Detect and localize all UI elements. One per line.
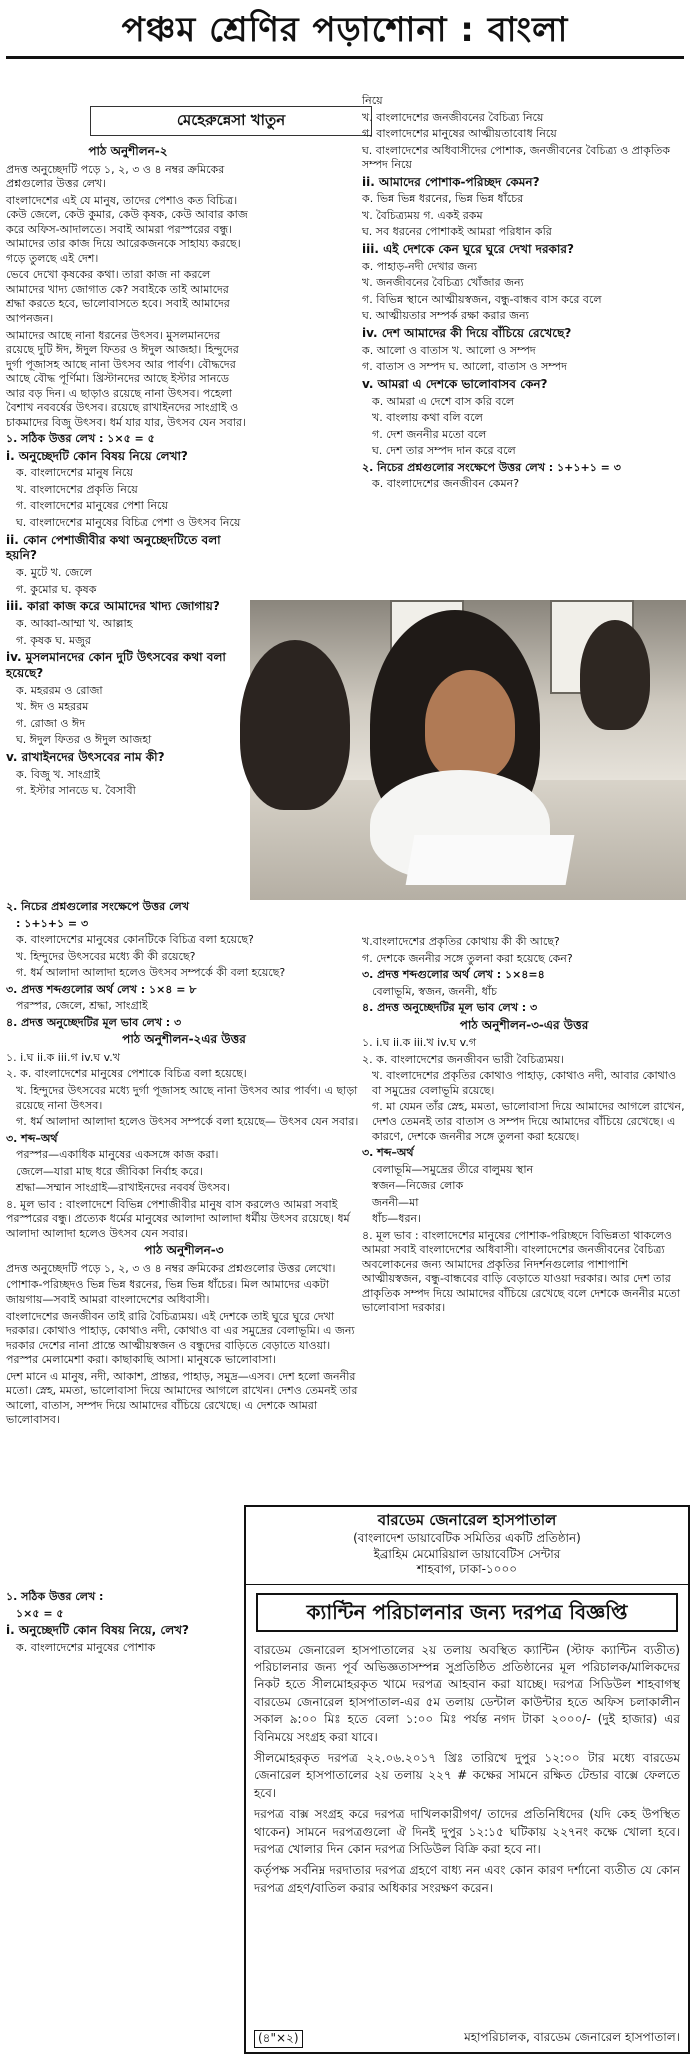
question: ii. আমাদের পোশাক-পরিচ্ছদ কেমন? xyxy=(362,174,540,189)
text-paragraph: বেলাভূমি—সমুদ্রের তীরে বালুময় স্থান xyxy=(372,1162,534,1176)
text-paragraph: গ. বাংলাদেশের মানুষের আত্মীয়তাবোধ নিয়ে xyxy=(362,127,557,141)
notice-paragraph: সীলমোহরকৃত দরপত্র ২২.০৬.২০১৭ খ্রিঃ তারিখে দুপুর ১২:০০ টার মধ্যে বারডেম জেনারেল হাসপাতালের ২য় তলায় ২২৭ # কক্ষের সামনে রক্ষিত টেন্ডার বাক্সে ফেলতে হবে। xyxy=(254,1751,680,1800)
text-paragraph: গ. কুমোর ঘ. কৃষক xyxy=(16,582,97,596)
text-paragraph: ক. ভিন্ন ভিন্ন ধরনের, ভিন্ন ভিন্ন ধাঁচের xyxy=(362,192,524,206)
text-paragraph: খ. বাংলাদেশের প্রকৃতির কোথাও পাহাড়, কোথাও নদী, আবার কোথাও বা সমুদ্রের বেলাভূমি রয়েছে। xyxy=(372,1069,677,1097)
text-paragraph: ১. i.ঘ ii.ক iii.গ iv.ঘ v.খ xyxy=(6,1050,121,1064)
text-paragraph: ৩. প্রদত্ত শব্দগুলোর অর্থ লেখ : ১×৪ = ৮ xyxy=(6,982,197,996)
right-column-lower xyxy=(362,935,686,1500)
text-paragraph: ঘ. বাংলাদেশের অধিবাসীদের পোশাক, জনজীবনের বৈচিত্র্য ও প্রাকৃতিক সম্পদ নিয়ে xyxy=(362,143,670,172)
org-center: ইব্রাহিম মেমোরিয়াল ডায়াবেটিস সেন্টার xyxy=(373,1546,561,1561)
text-paragraph: খ. বাংলাদেশের প্রকৃতি নিয়ে xyxy=(16,482,138,496)
text-paragraph: গ. ধর্ম আলাদা আলাদা হলেও উৎসব সম্পর্কে কী বলা হয়েছে? xyxy=(16,966,286,980)
text-paragraph: ঘ. ঈদুল ফিতর ও ঈদুল আজহা xyxy=(16,733,152,747)
text-paragraph: বাংলাদেশের জনজীবন তাই রারি বৈচিত্র্যময়। এই দেশকে তাই ঘুরে ঘুরে দেখা দরকার। কোথাও পাহাড়, কোথাও নদী, কোথাও বা এর সমুদ্রের বেলাভূমি। এ জন্য দরকার দেশের নানা প্রান্তে আত্মীয়স্বজন ও বন্ধুদের বাড়িতে বেড়াতে যাওয়া। পরস্পর মেলামেশা করা। কাছাকাছি আসা। মানুষকে ভালোবাসা। xyxy=(6,1309,355,1367)
text-paragraph: খ. বাংলাদেশের জনজীবনের বৈচিত্র্য নিয়ে xyxy=(362,110,544,124)
text-paragraph: ক. বিজু খ. সাংগ্রাই xyxy=(16,767,100,781)
text-paragraph: ভেবে দেখো কৃষকের কথা। তারা কাজ না করলে আমাদের খাদ্য জোগাত কে? সবাইকে তাই আমাদের শ্রদ্ধা করতে হবে, ভালোবাসতে হবে। সবাই আমাদের আপনজন। xyxy=(6,268,230,325)
section-heading: পাঠ অনুশীলন-৩ xyxy=(144,1243,224,1258)
notice-body xyxy=(246,1638,688,1905)
notice-paragraph: দরপত্র বাক্স সংগ্রহ করে দরপত্র দাখিলকারীগণ/ তাদের প্রতিনিধিদের (যদি কেহ উপস্থিত থাকেন) সামনে দরপত্রগুলো ঐ দিনই দুপুর ১২:১৫ ঘটিকায় ২২৭নং কক্ষে খোলা হবে। দরপত্র খোলার দিন কোন দরপত্র সিডিউল বিক্রি করা হবে না। xyxy=(254,1807,680,1856)
text-paragraph: ৪. মূল ভাব : বাংলাদেশে বিভিন্ন পেশাজীবীর মানুষ বাস করলেও আমরা সবাই পরস্পরের বন্ধু। প্রত্যেক ধর্মের মানুষের আলাদা আলাদা ধর্মীয় উৎসব রয়েছে। ধর্ম আলাদা আলাদা হলেও উৎসব যেন সবার। xyxy=(6,1197,350,1240)
question: iii. কারা কাজ করে আমাদের খাদ্য জোগায়? xyxy=(6,599,220,614)
text-paragraph: দেশ মানে এ মানুষ, নদী, আকাশ, প্রান্তর, পাহাড়, সমুদ্র—এসব। দেশ হলো জননীর মতো। স্নেহ, মমতা, ভালোবাসা দিয়ে আমাদের আগলে রাখেন। দেশও তেমনই তার আলো, বাতাস, সম্পদ দিয়ে আমাদের বাঁচিয়ে রেখেছে। এ দেশকে আমরা ভালোবাসব। xyxy=(6,1369,358,1427)
text-paragraph: গ. মা যেমন তাঁর স্নেহ, মমতা, ভালোবাসা দিয়ে আমাদের আগলে রাখেন, দেশও তেমনই তার বাতাস ও সম্পদ দিয়ে আমাদের বাঁচিয়ে রেখেছে। এ কারণে, দেশকে জননীর সঙ্গে তুলনা করা হয়েছে। xyxy=(372,1100,685,1143)
text-paragraph: খ. ঈদ ও মহররম xyxy=(16,700,89,714)
tender-notice xyxy=(244,1505,690,2054)
notice-title: ক্যান্টিন পরিচালনার জন্য দরপত্র বিজ্ঞপ্তি xyxy=(256,1593,678,1631)
text-paragraph: জেলে—যারা মাছ ধরে জীবিকা নির্বাহ করে। xyxy=(16,1164,203,1178)
notice-header xyxy=(246,1507,688,1585)
text-paragraph: ক. পাহাড়-নদী দেখার জন্য xyxy=(362,259,477,273)
text-paragraph: গ. ধর্ম আলাদা আলাদা হলেও উৎসব সম্পর্কে বলা হয়েছে— উৎসব যেন সবার। xyxy=(16,1115,359,1129)
text-paragraph: ৩. শব্দ–অর্থ xyxy=(6,1131,58,1145)
text-paragraph: ৩. প্রদত্ত শব্দগুলোর অর্থ লেখ : ১×৪=৪ xyxy=(362,968,545,982)
question: iv. মুসলমানদের কোন দুটি উৎসবের কথা বলা হয়েছে? xyxy=(6,650,226,680)
text-paragraph: বেলাভূমি, স্বজন, জননী, ধাঁচ xyxy=(372,984,497,998)
page-header xyxy=(6,4,684,59)
text-paragraph: ৪. প্রদত্ত অনুচ্ছেদটির মূল ভাব লেখ : ৩ xyxy=(6,1015,182,1029)
text-paragraph: ক. মুটে খ. জেলে xyxy=(16,566,92,580)
text-paragraph: ৪. প্রদত্ত অনুচ্ছেদটির মূল ভাব লেখ : ৩ xyxy=(362,1001,538,1015)
ad-size: (৪"×২) xyxy=(254,2030,303,2048)
text-paragraph: পোশাক-পরিচ্ছদও ভিন্ন ভিন্ন ধরনের, ভিন্ন ভিন্ন ধাঁচের। মিল আমাদের একটা জায়গায়—সবাই আমরা বাংলাদেশের অধিবাসী। xyxy=(6,1278,329,1306)
text-paragraph: ১. i.ঘ ii.ক iii.খ iv.ঘ v.গ xyxy=(362,1036,477,1050)
text-paragraph: গ. দেশকে জননীর সঙ্গে তুলনা করা হয়েছে কেন? xyxy=(362,951,573,965)
text-paragraph: শ্রদ্ধা—সম্মান সাংগ্রাই—রাখাইনদের নববর্ষ উৎসব। xyxy=(16,1181,231,1195)
text-paragraph: ক. বাংলাদেশের মানুষের কোনটিকে বিচিত্র বলা হয়েছে? xyxy=(16,933,254,947)
question: v. আমরা এ দেশকে ভালোবাসব কেন? xyxy=(362,376,548,391)
student-face xyxy=(425,670,515,780)
question: i. অনুচ্ছেদটি কোন বিষয় নিয়ে, লেখ? xyxy=(6,1623,189,1638)
text-paragraph: ৩. শব্দ–অর্থ xyxy=(362,1146,414,1160)
text-paragraph: ২. ক. বাংলাদেশের মানুষের পেশাকে বিচিত্র বলা হয়েছে। xyxy=(6,1067,247,1081)
text-paragraph: গ. ইস্টার সানডে ঘ. বৈসাবী xyxy=(16,784,136,798)
text-paragraph: স্বজন—নিজের লোক xyxy=(372,1179,464,1193)
text-paragraph: ঘ. আত্মীয়তার সম্পর্ক রক্ষা করার জন্য xyxy=(362,309,529,323)
text-paragraph: আমাদের আছে নানা ধরনের উৎসব। মুসলমানদের রয়েছে দুটি ঈদ, ঈদুল ফিতর ও ঈদুল আজহা। হিন্দুদের দুর্গা পূজাসহ আছে নানা উৎসব আর পার্বণ। বৌদ্ধদের আছে বৌদ্ধ পূর্ণিমা। খ্রিস্টানদের আছে ইস্টার সানডে আর বড় দিন। এ ছাড়াও রয়েছে নানা উৎসব। পহেলা বৈশাখ নববর্ষের উৎসব। রয়েছে রাখাইনদের সাংগ্রাই ও চাকমাদের বিজু উৎসব। ধর্ম যার যার, উৎসব যেন সবার। xyxy=(6,328,246,429)
exam-paper xyxy=(406,835,575,885)
bottom-column xyxy=(6,1590,244,2050)
org-affiliation: (বাংলাদেশ ডায়াবেটিক সমিতির একটি প্রতিষ্ঠান) xyxy=(353,1530,581,1545)
text-paragraph: ২. নিচের প্রশ্নগুলোর সংক্ষেপে উত্তর লেখ : ১+১+১ = ৩ xyxy=(362,460,621,474)
text-paragraph: জননী—মা xyxy=(372,1195,419,1209)
org-address: শাহবাগ, ঢাকা-১০০০ xyxy=(416,1562,518,1577)
text-paragraph: : ১+১+১ = ৩ xyxy=(16,916,89,930)
text-paragraph: গ. কৃষক ঘ. মজুর xyxy=(16,633,91,647)
text-paragraph: গ. রোজা ও ঈদ xyxy=(16,716,85,730)
question: v. রাখাইনদের উৎসবের নাম কী? xyxy=(6,749,165,764)
page-title: পঞ্চম শ্রেণির পড়াশোনা : বাংলা xyxy=(121,9,569,50)
text-paragraph: ১. সঠিক উত্তর লেখ : ১×৫ = ৫ xyxy=(6,432,155,446)
left-column xyxy=(6,142,250,798)
text-paragraph: গ. দেশ জননীর মতো বলে xyxy=(372,427,487,441)
student-right xyxy=(580,620,650,730)
text-paragraph: ১. সঠিক উত্তর লেখ : xyxy=(6,1590,104,1603)
text-paragraph: খ.বাংলাদেশের প্রকৃতির কোথায় কী কী আছে? xyxy=(362,935,560,948)
students-photo xyxy=(250,600,686,900)
question: ii. কোন পেশাজীবীর কথা অনুচ্ছেদটিতে বলা হয়নি? xyxy=(6,532,221,563)
org-name: বারডেম জেনারেল হাসপাতাল xyxy=(377,1511,557,1529)
notice-paragraph: বারডেম জেনারেল হাসপাতালের ২য় তলায় অবস্থিত ক্যান্টিন (স্টাফ ক্যান্টিন ব্যতীত) পরিচালনার জন্য পূর্ব অভিজ্ঞতাসম্পন্ন সুপ্রতিষ্ঠিত প্রতিষ্ঠানের মূল পরিচালক/মালিকদের নিকট হতে সীলমোহরকৃত খামে দরপত্র আহবান করা যাচ্ছে। দরপত্র সিডিউল শাহবাগস্থ বারডেম জেনারেল হাসপাতাল-এর ৫ম তলায় ডেন্টাল কাউন্টার হতে অফিস চলাকালীন সকাল ৯:০০ মিঃ হতে বেলা ১:০০ মিঃ পর্যন্ত নগদ টাকা ২০০০/- (দুই হাজার) এর বিনিময়ে সংগ্রহ করা যাবে। xyxy=(254,1642,680,1744)
notice-signature: মহাপরিচালক, বারডেম জেনারেল হাসপাতাল। xyxy=(464,2030,680,2045)
text-paragraph: ক. আমরা এ দেশে বাস করি বলে xyxy=(372,394,515,408)
right-column xyxy=(362,94,686,594)
text-paragraph: খ. হিন্দুদের উৎসবের মধ্যে দুর্গা পূজাসহ আছে নানা উৎসব আর পার্বণ। এ ছাড়া রয়েছে নানা উৎসব। xyxy=(16,1083,358,1112)
text-paragraph: ক. মহররম ও রোজা xyxy=(16,683,103,697)
text-paragraph: ২. নিচের প্রশ্নগুলোর সংক্ষেপে উত্তর লেখ xyxy=(6,900,189,913)
text-paragraph: গ. বাংলাদেশের মানুষের পেশা নিয়ে xyxy=(16,499,168,513)
text-paragraph: খ. হিন্দুদের উৎসবের মধ্যে কী কী রয়েছে? xyxy=(16,949,196,963)
question: iv. দেশ আমাদের কী দিয়ে বাঁচিয়ে রেখেছে? xyxy=(362,325,572,340)
text-paragraph: খ. বৈচিত্র্যময় গ. একই রকম xyxy=(362,208,483,222)
text-paragraph: খ. বাংলায় কথা বলি বলে xyxy=(372,411,483,425)
left-column-lower xyxy=(6,900,362,1585)
text-paragraph: পরস্পর—একাধিক মানুষের একসঙ্গে কাজ করা। xyxy=(16,1148,219,1162)
text-paragraph: ক. বাংলাদেশের মানুষ নিয়ে xyxy=(16,466,133,480)
text-paragraph: ধাঁচ—ধরন। xyxy=(372,1212,422,1226)
text-paragraph: গ. বাতাস ও সম্পদ ঘ. আলো, বাতাস ও সম্পদ xyxy=(362,360,567,374)
section-heading: পাঠ অনুশীলন-২ xyxy=(88,144,168,158)
author-name: মেহেরুন্নেসা খাতুন xyxy=(90,106,372,136)
text-paragraph: ঘ. বাংলাদেশের মানুষের বিচিত্র পেশা ও উৎসব নিয়ে xyxy=(16,516,241,529)
text-paragraph: বাংলাদেশের এই যে মানুষ, তাদের পেশাও কত বিচিত্র। কেউ জেলে, কেউ কুমার, কেউ কৃষক, কেউ আবার কাজ করে অফিস-আদালতে। সবাই আমরা পরস্পরের বন্ধু। আমাদের তার কাজ দিয়ে আরেকজনকে সাহায্য করছে। গড়ে তুলছে এই দেশ। xyxy=(6,193,248,265)
text-paragraph: নিয়ে xyxy=(362,94,383,107)
text-paragraph: ৪. মূল ভাব : বাংলাদেশের মানুষের পোশাক-পরিচ্ছদে বিভিন্নতা থাকলেও আমরা সবাই বাংলাদেশের অধিবাসী। বাংলাদেশের জনজীবনের বৈচিত্র্য অবলোকনের জন্য আমাদের প্রকৃতির নিদর্শনগুলোর পাশাপাশি আত্মীয়স্বজন, বন্ধু-বান্ধবের বাড়ি বেড়াতে যাওয়া দরকার। আর দেশ তার প্রাকৃতিক সম্পদ দিয়ে আমাদের বাঁচিয়ে রেখেছে বলে দেশকে জননীর মতো ভালোবাসা দরকার। xyxy=(362,1228,680,1315)
question: i. অনুচ্ছেদটি কোন বিষয় নিয়ে লেখা? xyxy=(6,448,188,463)
text-paragraph: ২. ক. বাংলাদেশের জনজীবন ভারী বৈচিত্র্যময়। xyxy=(362,1052,565,1066)
text-paragraph: ক. আব্বা-আম্মা খ. আল্লাহ xyxy=(16,617,133,631)
notice-footer xyxy=(246,2030,688,2048)
text-paragraph: ১×৫ = ৫ xyxy=(16,1606,64,1620)
text-paragraph: প্রদত্ত অনুচ্ছেদটি পড়ে ১, ২, ৩ ও ৪ নম্বর ক্রমিকের প্রশ্নগুলোর উত্তর লেখ। xyxy=(6,162,225,191)
question: iii. এই দেশকে কেন ঘুরে ঘুরে দেখা দরকার? xyxy=(362,241,574,256)
notice-paragraph: কর্তৃপক্ষ সর্বনিম্ন দরদাতার দরপত্র গ্রহণে বাধ্য নন এবং কোন কারণ দর্শানো ব্যতীত যে কোন দরপত্র গ্রহণ/বাতিল করার অধিকার সংরক্ষণ করেন। xyxy=(254,1863,680,1895)
text-paragraph: ঘ. দেশ তার সম্পদ দান করে বলে xyxy=(372,444,516,458)
text-paragraph: ক. বাংলাদেশের মানুষের পোশাক xyxy=(16,1640,156,1654)
text-paragraph: প্রদত্ত অনুচ্ছেদটি পড়ে ১, ২, ৩ ও ৪ নম্বর ক্রমিকের প্রশ্নগুলোর উত্তর লেখো। xyxy=(6,1261,336,1275)
text-paragraph: পরস্পর, জেলে, শ্রদ্ধা, সাংগ্রাই xyxy=(16,999,148,1013)
text-paragraph: গ. বিভিন্ন স্থানে আত্মীয়স্বজন, বন্ধু-বান্ধব বাস করে বলে xyxy=(362,292,602,306)
section-heading: পাঠ অনুশীলন-২এর উত্তর xyxy=(122,1032,246,1047)
text-paragraph: ক. বাংলাদেশের জনজীবন কেমন? xyxy=(372,477,520,491)
section-heading: পাঠ অনুশীলন-৩-এর উত্তর xyxy=(459,1017,589,1032)
student-left xyxy=(240,640,350,810)
text-paragraph: ঘ. সব ধরনের পোশাকই আমরা পরিধান করি xyxy=(362,225,552,239)
text-paragraph: খ. জনজীবনের বৈচিত্র্য খোঁজার জন্য xyxy=(362,276,524,290)
text-paragraph: ক. আলো ও বাতাস খ. আলো ও সম্পদ xyxy=(362,343,536,357)
